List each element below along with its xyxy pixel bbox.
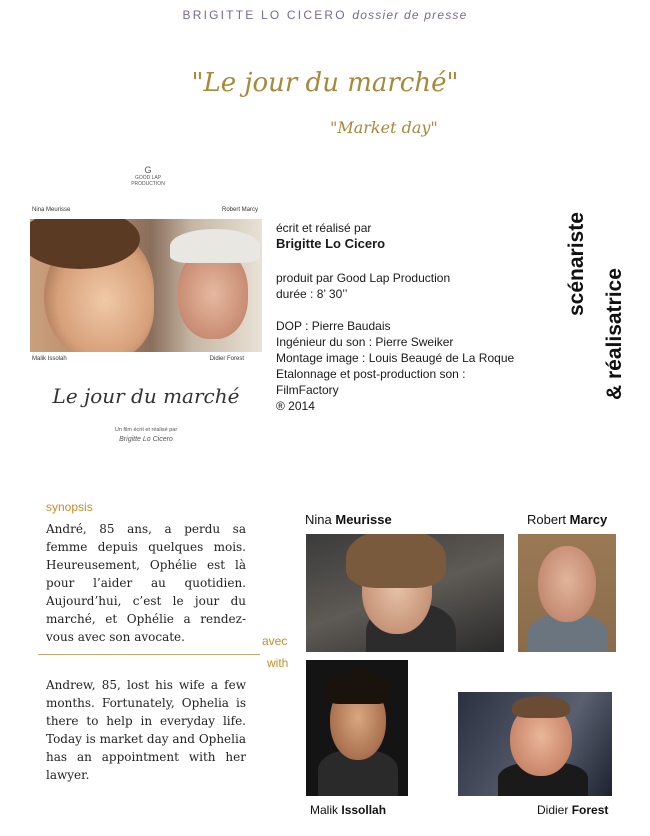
sound-line: Ingénieur du son : Pierre Sweiker	[276, 335, 454, 349]
cast-name-nina	[305, 512, 392, 527]
grading-line: Etalonnage et post-production son :	[276, 367, 466, 381]
film-title: "Le jour du marché"	[191, 68, 459, 98]
synopsis-divider	[38, 654, 260, 655]
poster-logo	[118, 166, 178, 187]
cast-first-name: Didier	[537, 803, 569, 817]
poster-director: Brigitte Lo Cicero	[119, 436, 173, 443]
cast-photo-robert	[518, 534, 616, 652]
man-cap	[170, 229, 260, 263]
cast-first-name: Robert	[527, 512, 567, 527]
poster-bottom-left: Malik Issolah	[32, 356, 67, 362]
cast-name-didier	[537, 803, 608, 817]
cast-last-name: Forest	[571, 803, 609, 817]
film-credits	[276, 220, 556, 414]
dop-line: DOP : Pierre Baudais	[276, 319, 391, 333]
synopsis-french: André, 85 ans, a perdu sa femme depuis quelques mois. Heureusement, Ophélie est là pour l’aider au quotidien. Aujourd’hui, c’est le jour du marché, et Ophélie a rendez-vous avec son avocate.	[46, 522, 246, 644]
director-name: Brigitte Lo Cicero	[276, 236, 386, 251]
synopsis-english: Andrew, 85, lost his wife a few months. Fortunately, Ophelia is there to help in everyday life. Today is market day and Ophelia has an appointment with her lawyer.	[46, 678, 246, 782]
film-subtitle: "Market day"	[330, 118, 438, 137]
editing-line: Montage image : Louis Beaugé de La Roque	[276, 351, 515, 365]
press-kit-header	[0, 8, 650, 22]
poster-photo	[30, 219, 262, 352]
role-line-2: & réalisatrice	[603, 268, 626, 400]
avec-label: avec	[262, 634, 288, 648]
poster-credit: Un film écrit et réalisé par	[114, 427, 178, 433]
with-label: with	[267, 656, 289, 670]
poster-bottom-right: Didier Forest	[209, 356, 244, 362]
film-poster	[30, 162, 262, 462]
poster-top-right: Robert Marcy	[221, 207, 258, 213]
cast-last-name: Meurisse	[335, 512, 392, 527]
grading-company: FilmFactory	[276, 383, 339, 397]
poster-logo-text: GOOD LAP PRODUCTION	[131, 175, 165, 187]
cast-photo-nina	[306, 534, 504, 652]
role-vertical-text	[555, 190, 645, 410]
logo-mark-icon: G	[144, 165, 152, 175]
cast-name-malik	[310, 803, 386, 817]
cast-first-name: Nina	[305, 512, 332, 527]
copyright-line: ® 2014	[276, 399, 315, 413]
cast-last-name: Issollah	[341, 803, 387, 817]
cast-name-robert	[527, 512, 607, 527]
poster-top-left: Nina Meurisse	[32, 207, 71, 213]
header-kit: dossier de presse	[352, 8, 468, 22]
cast-photo-didier	[458, 692, 612, 796]
synopsis-label: synopsis	[46, 500, 93, 514]
cast-last-name: Marcy	[569, 512, 608, 527]
written-by-label: écrit et réalisé par	[276, 221, 372, 235]
cast-first-name: Malik	[310, 803, 339, 817]
cast-photo-malik	[306, 660, 408, 796]
duration-line: durée : 8’ 30’’	[276, 287, 348, 301]
header-name: BRIGITTE LO CICERO	[182, 8, 347, 22]
role-line-1: scénariste	[565, 212, 588, 316]
producer-line: produit par Good Lap Production	[276, 271, 451, 285]
poster-title: Le jour du marché	[52, 384, 240, 408]
